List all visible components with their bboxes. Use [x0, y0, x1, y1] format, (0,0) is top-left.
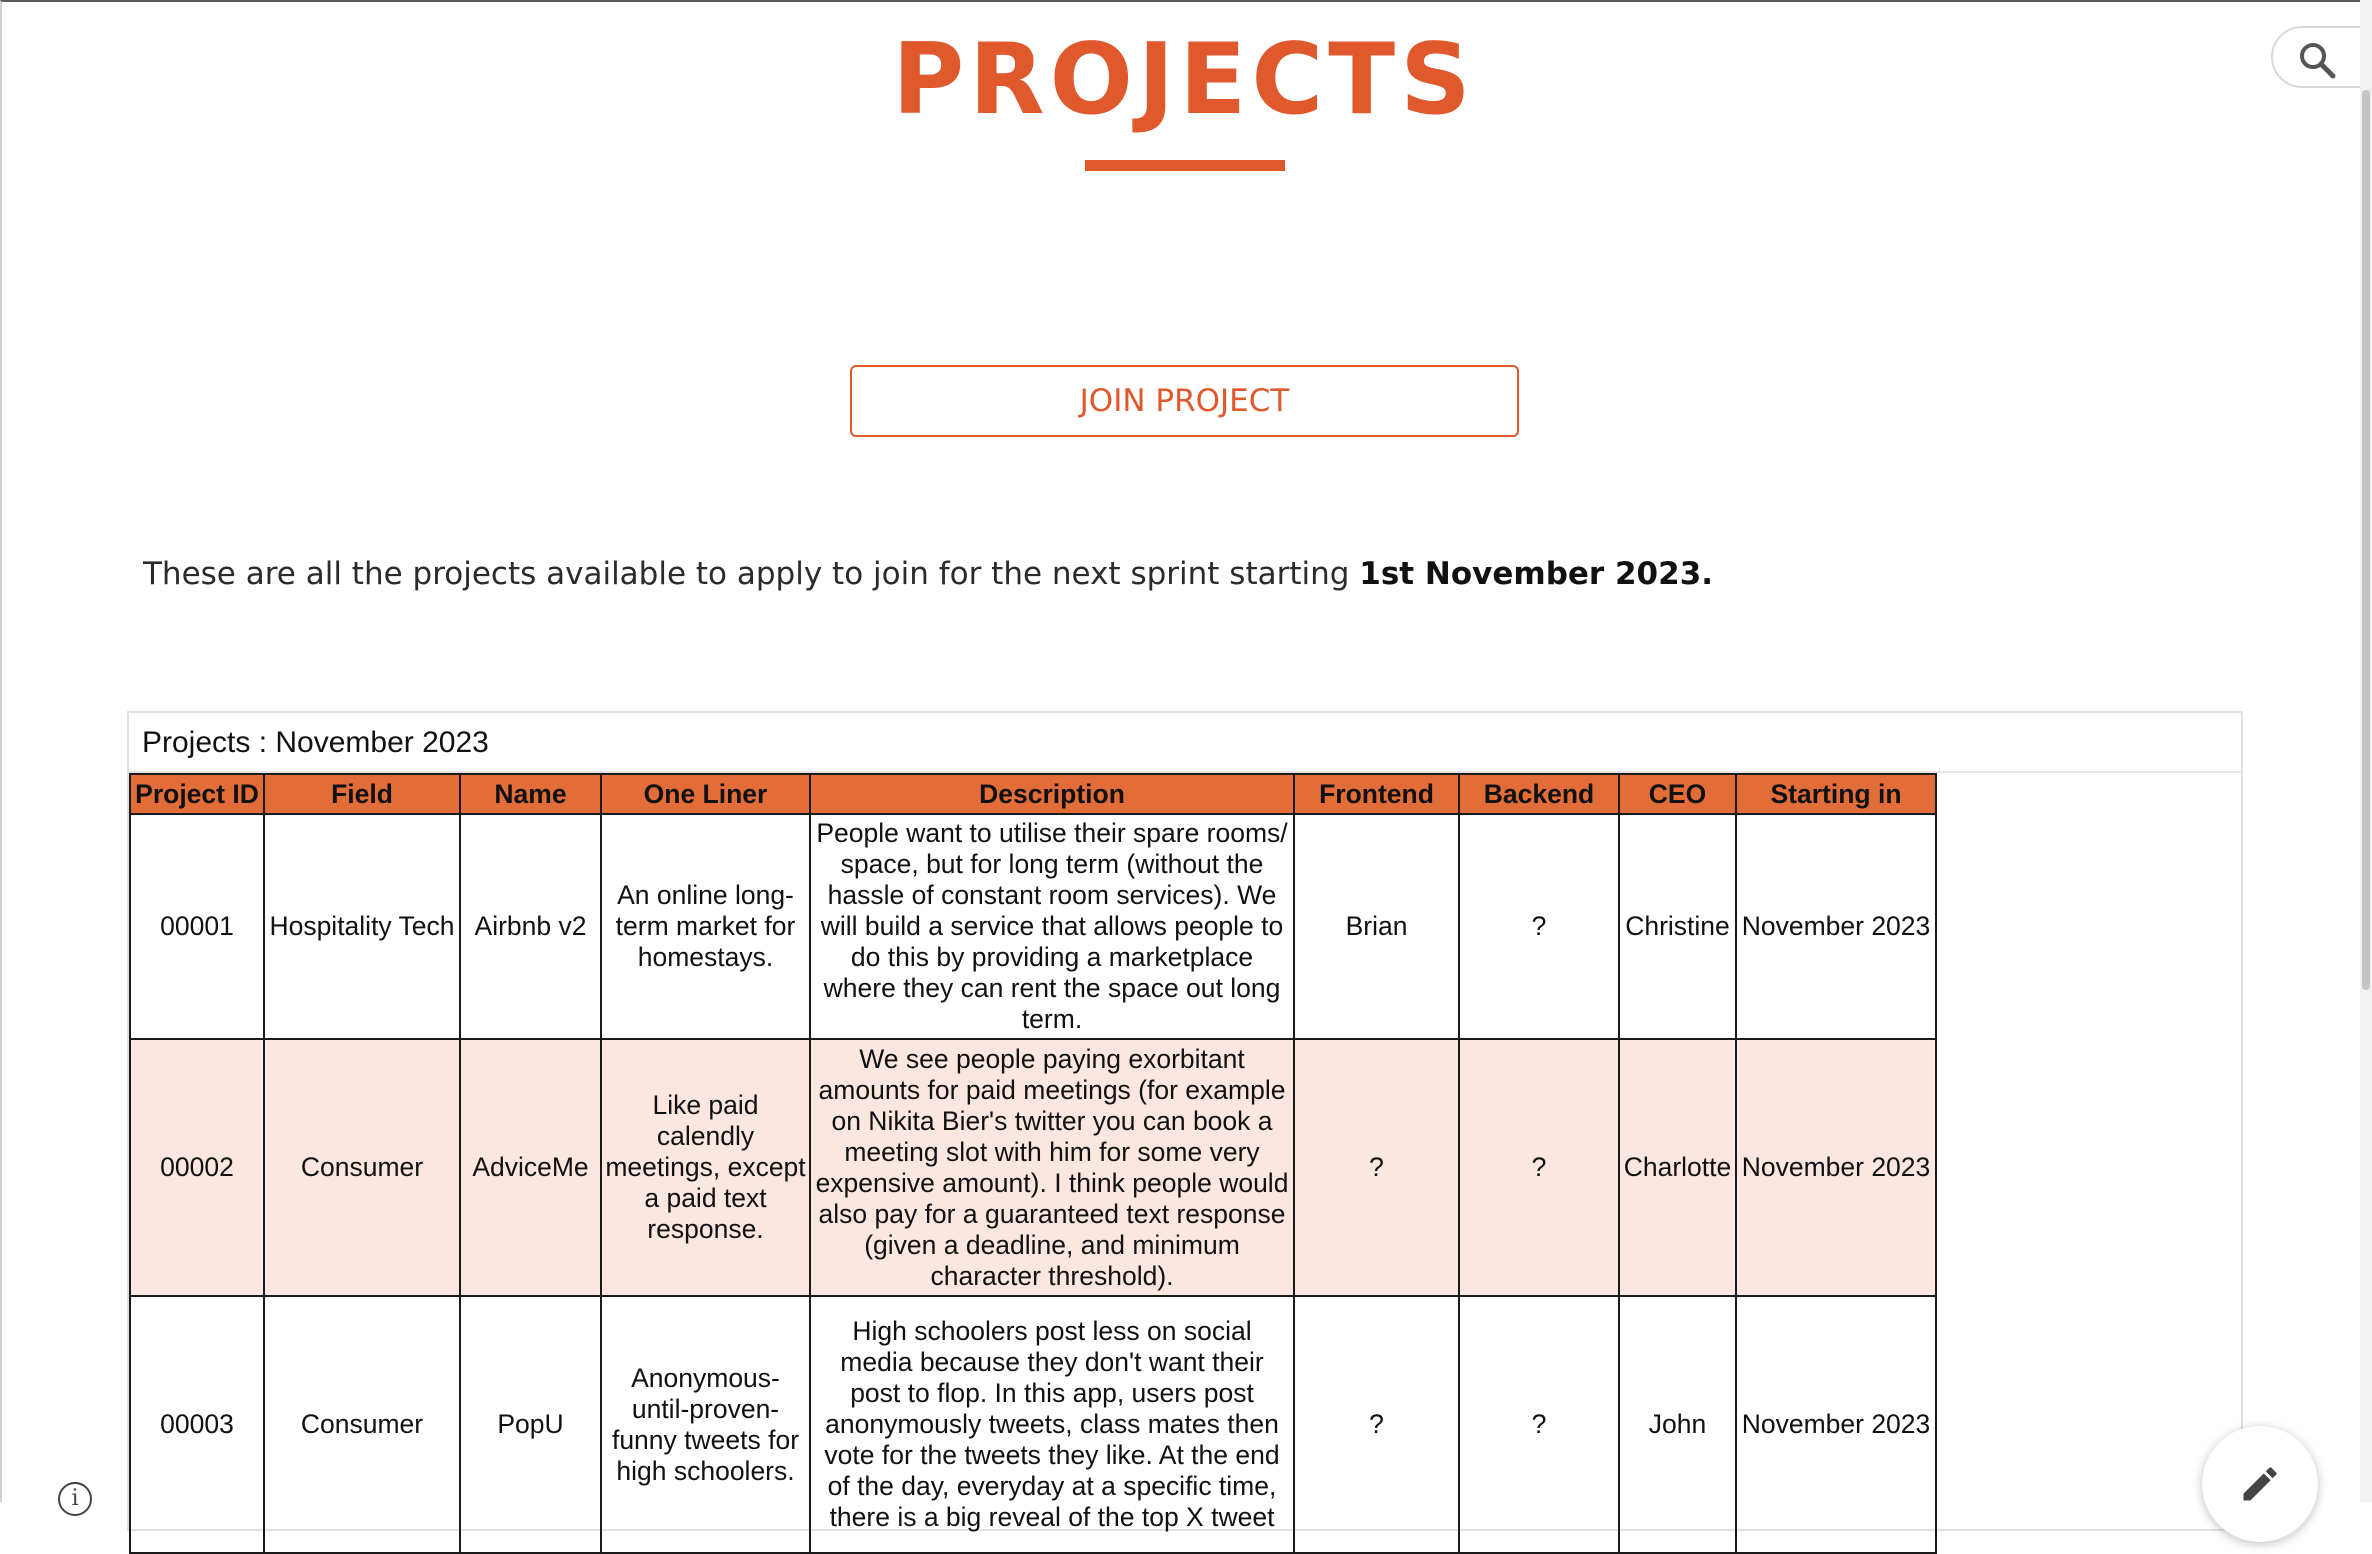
table-row	[130, 1296, 1936, 1553]
cell-backend: ?	[1459, 814, 1619, 1039]
cell-starting-in: November 2023	[1736, 1039, 1936, 1296]
cell-project-id: 00002	[130, 1039, 264, 1296]
cell-starting-in: November 2023	[1736, 1296, 1936, 1553]
cell-starting-in: November 2023	[1736, 814, 1936, 1039]
cell-description: High schoolers post less on social media because they don't want their post to flop. In this app, users post anonymously tweets, class mates then vote for the tweets they like. At the end of the day, everyday at a specific time, there is a big reveal of the top X tweet	[810, 1296, 1294, 1553]
intro-text-date: 1st November 2023.	[1359, 556, 1714, 592]
cell-project-id: 00003	[130, 1296, 264, 1553]
table-row	[130, 814, 1936, 1039]
cell-project-id: 00001	[130, 814, 264, 1039]
column-header-frontend: Frontend	[1294, 774, 1459, 814]
scrollbar-thumb[interactable]	[2362, 90, 2370, 990]
projects-table	[129, 773, 1937, 1554]
cell-description: We see people paying exorbitant amounts for paid meetings (for example on Nikita Bier's twitter you can book a meeting slot with him for some very expensive amount). I think people would also pay for a guaranteed text response (given a deadline, and minimum character threshold).	[810, 1039, 1294, 1296]
cell-ceo: John	[1619, 1296, 1736, 1553]
cell-ceo: Christine	[1619, 814, 1736, 1039]
cell-frontend: ?	[1294, 1296, 1459, 1553]
cell-frontend: ?	[1294, 1039, 1459, 1296]
page-title: PROJECTS	[892, 23, 1476, 137]
cell-frontend: Brian	[1294, 814, 1459, 1039]
cell-one-liner: Anonymous-until-proven-funny tweets for high schoolers.	[601, 1296, 810, 1553]
intro-text-regular: These are all the projects available to apply to join for the next sprint starting	[143, 556, 1360, 592]
cell-one-liner: Like paid calendly meetings, except a paid text response.	[601, 1039, 810, 1296]
cell-field: Consumer	[264, 1039, 460, 1296]
column-header-backend: Backend	[1459, 774, 1619, 814]
cell-name: Airbnb v2	[460, 814, 601, 1039]
cell-description: People want to utilise their spare rooms/ space, but for long term (without the hassle of constant room services). We will build a service that allows people to do this by providing a marketplace where they can rent the space out long term.	[810, 814, 1294, 1039]
embedded-spreadsheet	[127, 711, 2243, 1531]
cell-field: Hospitality Tech	[264, 814, 460, 1039]
intro-text	[143, 554, 1713, 594]
column-header-starting-in: Starting in	[1736, 774, 1936, 814]
title-underline	[1085, 160, 1285, 171]
column-header-project-id: Project ID	[130, 774, 264, 814]
cell-name: PopU	[460, 1296, 601, 1553]
column-header-one-liner: One Liner	[601, 774, 810, 814]
search-icon	[2297, 40, 2337, 80]
sheet-title: Projects : November 2023	[142, 726, 489, 759]
edit-button[interactable]	[2202, 1426, 2318, 1542]
join-project-button[interactable]: JOIN PROJECT	[850, 365, 1519, 437]
cell-name: AdviceMe	[460, 1039, 601, 1296]
column-header-description: Description	[810, 774, 1294, 814]
table-row	[130, 1039, 1936, 1296]
info-icon[interactable]: i	[58, 1482, 92, 1516]
search-button[interactable]	[2271, 26, 2372, 88]
cell-backend: ?	[1459, 1039, 1619, 1296]
column-header-ceo: CEO	[1619, 774, 1736, 814]
table-header-row	[130, 774, 1936, 814]
column-header-name: Name	[460, 774, 601, 814]
cell-backend: ?	[1459, 1296, 1619, 1553]
column-header-field: Field	[264, 774, 460, 814]
pencil-icon	[2238, 1462, 2282, 1506]
cell-field: Consumer	[264, 1296, 460, 1553]
cell-ceo: Charlotte	[1619, 1039, 1736, 1296]
cell-one-liner: An online long-term market for homestays.	[601, 814, 810, 1039]
